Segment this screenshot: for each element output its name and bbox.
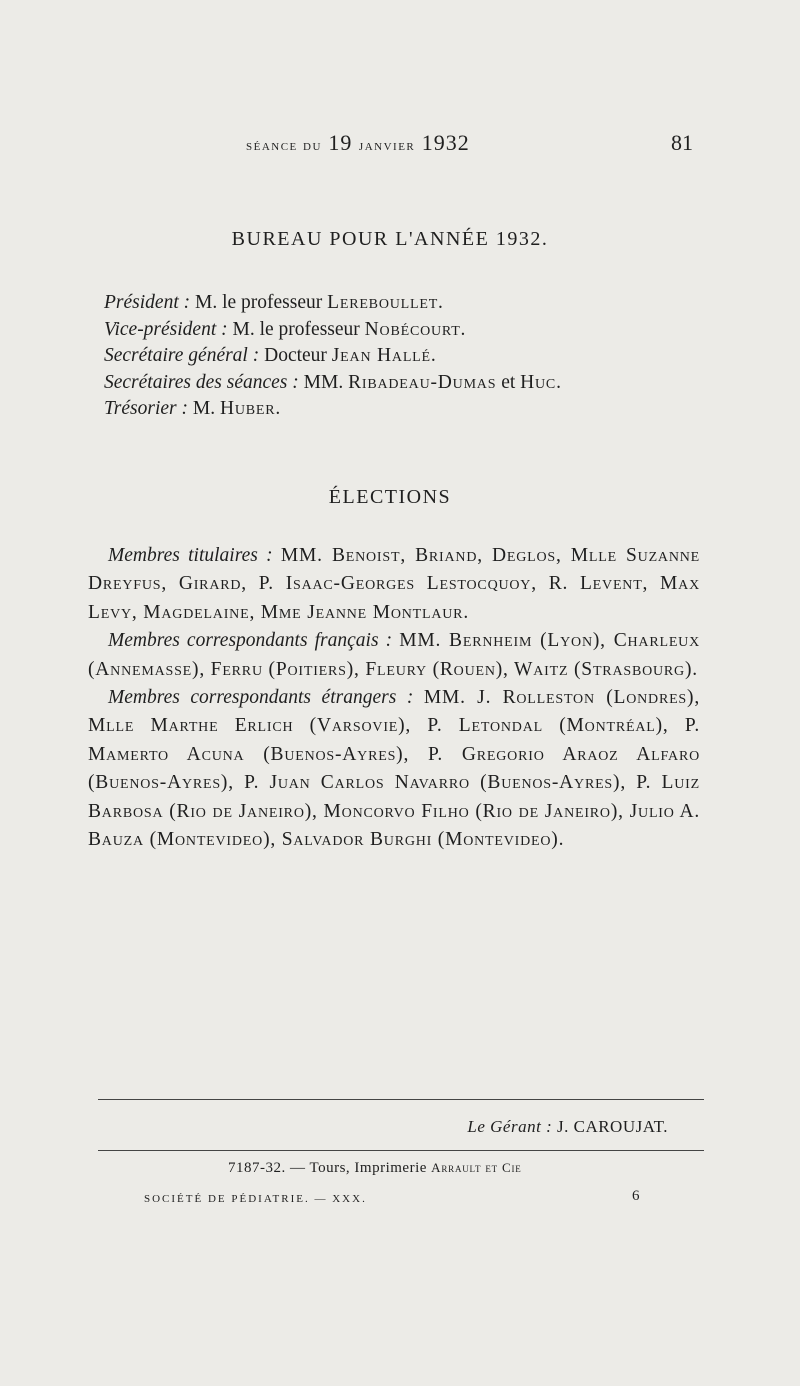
bureau-secretaires-seances xyxy=(104,370,724,397)
gerant-role: Le Gérant : xyxy=(467,1117,553,1136)
elections-text: MM. Benoist, Briand, Deglos, Mlle Suzanne Dreyfus, Girard, P. Isaac-Georges Lestocquoy, R. Levent, Max Levy, Magdelaine, Mme Jeanne Montlaur. xyxy=(88,545,701,623)
bureau-role: Président : xyxy=(104,292,191,313)
footer-rule-bottom xyxy=(98,1150,704,1151)
imprint-line xyxy=(228,1160,522,1177)
bureau-mid: et xyxy=(501,371,516,393)
bureau-suffix: . xyxy=(430,345,436,366)
elections-label: Membres correspondants étrangers : xyxy=(108,687,414,709)
bureau-title: BUREAU POUR L'ANNÉE 1932. xyxy=(231,228,549,250)
bureau-name: Nobécourt xyxy=(364,318,461,340)
elections-text: MM. J. Rolleston (Londres), Mlle Marthe Erlich (Varsovie), P. Letondal (Montréal), P. Mamerto Acuna (Buenos-Ayres), P. Gregorio Araoz Alfaro (Buenos-Ayres), P. Juan Carlos Navarro (Buenos-Ayres), P. Luiz Barbosa (Rio de Janeiro), Moncorvo Filho (Rio de Janeiro), Julio A. Bauza (Montevideo), Salvador Burghi (Montevideo). xyxy=(88,687,700,851)
bureau-role: Vice-président : xyxy=(104,318,228,340)
running-title-month: janvier xyxy=(358,138,416,154)
elections-correspondants-francais xyxy=(88,627,700,684)
elections-title: ÉLECTIONS xyxy=(328,486,452,508)
imprint-number: 7187-32. xyxy=(228,1160,286,1176)
running-head xyxy=(0,130,800,160)
bureau-president xyxy=(104,290,724,317)
page-number: 81 xyxy=(671,130,693,155)
elections-body xyxy=(88,542,700,854)
bureau-prefix: Docteur xyxy=(264,345,327,366)
running-title xyxy=(246,130,470,156)
bureau-name: Ribadeau-Dumas xyxy=(348,371,497,393)
bureau-role: Trésorier : xyxy=(104,398,188,419)
bureau-role: Secrétaires des séances : xyxy=(104,371,299,393)
bureau-name-2: Huc xyxy=(520,371,557,393)
bureau-name: Jean Hallé xyxy=(331,345,431,366)
bureau-suffix: . xyxy=(275,398,281,419)
elections-label: Membres correspondants français : xyxy=(108,630,393,652)
elections-label: Membres titulaires : xyxy=(108,545,273,566)
bureau-vice-president xyxy=(104,317,724,344)
bureau-secretaire-general xyxy=(104,343,724,370)
bureau-suffix: . xyxy=(556,371,561,393)
elections-titulaires xyxy=(88,542,700,627)
bureau-tresorier xyxy=(104,396,724,423)
bureau-suffix: . xyxy=(460,318,466,340)
elections-text: MM. Bernheim (Lyon), Charleux (Annemasse), Ferru (Poitiers), Fleury (Rouen), Waitz (Strasbourg). xyxy=(88,630,700,680)
bureau-name: Lereboullet xyxy=(327,292,439,313)
running-title-year: 1932 xyxy=(421,130,470,155)
bureau-name: Huber xyxy=(219,398,276,419)
bureau-prefix: M. le professeur xyxy=(232,318,360,340)
running-title-prefix: séance du xyxy=(246,138,322,154)
bureau-prefix: M. xyxy=(192,398,216,419)
gerant-name: J. CAROUJAT. xyxy=(556,1117,668,1136)
bureau-prefix: M. le professeur xyxy=(194,292,323,313)
bureau-list xyxy=(104,290,724,423)
bureau-suffix: . xyxy=(438,292,443,313)
imprint-text: — Tours, Imprimerie xyxy=(290,1160,427,1176)
bureau-role: Secrétaire général : xyxy=(104,345,260,366)
footer-rule-top xyxy=(98,1099,704,1100)
running-title-day: 19 xyxy=(328,130,353,155)
sheet-number: 6 xyxy=(632,1188,640,1204)
elections-correspondants-etrangers xyxy=(88,684,700,854)
gerant-line xyxy=(360,1117,668,1137)
signature-line: SOCIÉTÉ DE PÉDIATRIE. — XXX. xyxy=(144,1193,367,1205)
bureau-prefix: MM. xyxy=(303,371,344,393)
imprint-printer: Arrault et Cie xyxy=(431,1160,522,1175)
